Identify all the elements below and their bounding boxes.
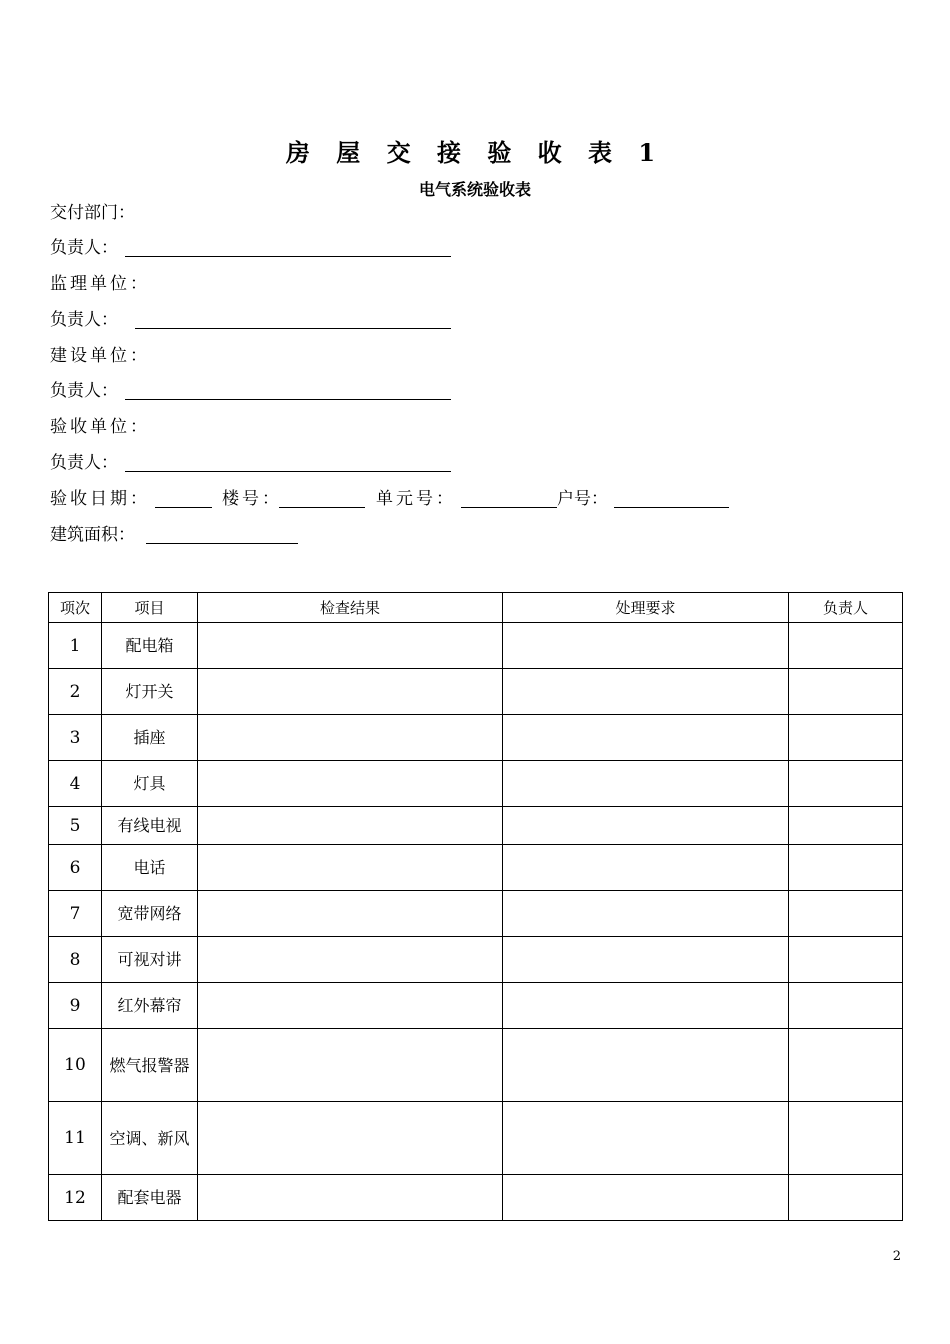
requirement-cell[interactable]	[503, 1175, 789, 1221]
table-row	[49, 1175, 903, 1221]
header-person: 负责人	[789, 593, 903, 623]
building-label: 楼号：	[222, 489, 282, 509]
table-row	[49, 623, 903, 669]
result-cell[interactable]	[198, 891, 503, 937]
table-row	[49, 891, 903, 937]
row-number: 4	[49, 761, 102, 807]
area-blank[interactable]	[146, 543, 298, 544]
result-cell[interactable]	[198, 1175, 503, 1221]
result-cell[interactable]	[198, 1029, 503, 1102]
result-cell[interactable]	[198, 807, 503, 845]
row-item: 空调、新风	[102, 1102, 198, 1175]
person-cell[interactable]	[789, 891, 903, 937]
requirement-cell[interactable]	[503, 761, 789, 807]
person-cell[interactable]	[789, 1102, 903, 1175]
acceptance-unit-label: 验收单位：	[50, 417, 150, 437]
result-cell[interactable]	[198, 623, 503, 669]
date-blank[interactable]	[155, 507, 212, 508]
delivery-dept-label: 交付部门：	[50, 203, 135, 223]
row-item: 有线电视	[102, 807, 198, 845]
result-cell[interactable]	[198, 715, 503, 761]
row-item: 灯具	[102, 761, 198, 807]
row-item: 燃气报警器	[102, 1029, 198, 1102]
header-no: 项次	[49, 593, 102, 623]
table-row	[49, 1029, 903, 1102]
building-blank[interactable]	[279, 507, 365, 508]
result-cell[interactable]	[198, 761, 503, 807]
result-cell[interactable]	[198, 1102, 503, 1175]
result-cell[interactable]	[198, 845, 503, 891]
table-row	[49, 983, 903, 1029]
person-cell[interactable]	[789, 983, 903, 1029]
result-cell[interactable]	[198, 983, 503, 1029]
row-number: 6	[49, 845, 102, 891]
person-cell[interactable]	[789, 1029, 903, 1102]
person1-blank[interactable]	[125, 256, 451, 257]
requirement-cell[interactable]	[503, 983, 789, 1029]
row-number: 11	[49, 1102, 102, 1175]
table-row	[49, 1102, 903, 1175]
requirement-cell[interactable]	[503, 623, 789, 669]
person2-label: 负责人：	[50, 310, 118, 330]
result-cell[interactable]	[198, 669, 503, 715]
row-number: 3	[49, 715, 102, 761]
row-item: 配电箱	[102, 623, 198, 669]
person-cell[interactable]	[789, 623, 903, 669]
person-cell[interactable]	[789, 807, 903, 845]
row-item: 红外幕帘	[102, 983, 198, 1029]
person-cell[interactable]	[789, 669, 903, 715]
person3-blank[interactable]	[125, 399, 451, 400]
row-item: 灯开关	[102, 669, 198, 715]
header-result: 检查结果	[198, 593, 503, 623]
unit-label: 单元号：	[376, 489, 456, 509]
table-row	[49, 669, 903, 715]
table-row	[49, 807, 903, 845]
supervision-unit-label: 监理单位：	[50, 274, 150, 294]
requirement-cell[interactable]	[503, 715, 789, 761]
requirement-cell[interactable]	[503, 669, 789, 715]
row-item: 配套电器	[102, 1175, 198, 1221]
construction-unit-label: 建设单位：	[50, 346, 150, 366]
requirement-cell[interactable]	[503, 1102, 789, 1175]
requirement-cell[interactable]	[503, 1029, 789, 1102]
date-label: 验收日期：	[50, 489, 150, 509]
person-cell[interactable]	[789, 715, 903, 761]
requirement-cell[interactable]	[503, 807, 789, 845]
row-number: 5	[49, 807, 102, 845]
person4-blank[interactable]	[125, 471, 451, 472]
room-label: 户号：	[557, 489, 608, 509]
row-number: 10	[49, 1029, 102, 1102]
table-header-row	[49, 593, 903, 623]
unit-blank[interactable]	[461, 507, 557, 508]
requirement-cell[interactable]	[503, 845, 789, 891]
person-cell[interactable]	[789, 761, 903, 807]
result-cell[interactable]	[198, 937, 503, 983]
person-cell[interactable]	[789, 1175, 903, 1221]
person-cell[interactable]	[789, 845, 903, 891]
requirement-cell[interactable]	[503, 937, 789, 983]
row-number: 2	[49, 669, 102, 715]
person2-blank[interactable]	[135, 328, 451, 329]
page-number: 2	[892, 1249, 901, 1264]
row-number: 7	[49, 891, 102, 937]
person-cell[interactable]	[789, 937, 903, 983]
table-row	[49, 845, 903, 891]
row-item: 插座	[102, 715, 198, 761]
row-item: 宽带网络	[102, 891, 198, 937]
table-row	[49, 761, 903, 807]
row-number: 8	[49, 937, 102, 983]
row-item: 可视对讲	[102, 937, 198, 983]
row-number: 1	[49, 623, 102, 669]
row-item: 电话	[102, 845, 198, 891]
header-item: 项目	[102, 593, 198, 623]
page-subtitle: 电气系统验收表	[418, 180, 531, 199]
row-number: 12	[49, 1175, 102, 1221]
person3-label: 负责人：	[50, 381, 118, 401]
acceptance-table	[48, 592, 903, 1221]
area-label: 建筑面积：	[50, 525, 135, 545]
person4-label: 负责人：	[50, 453, 118, 473]
room-blank[interactable]	[614, 507, 729, 508]
table-row	[49, 937, 903, 983]
requirement-cell[interactable]	[503, 891, 789, 937]
header-requirement: 处理要求	[503, 593, 789, 623]
person1-label: 负责人：	[50, 238, 118, 258]
page-title: 房 屋 交 接 验 收 表 1	[285, 138, 665, 167]
row-number: 9	[49, 983, 102, 1029]
table-row	[49, 715, 903, 761]
